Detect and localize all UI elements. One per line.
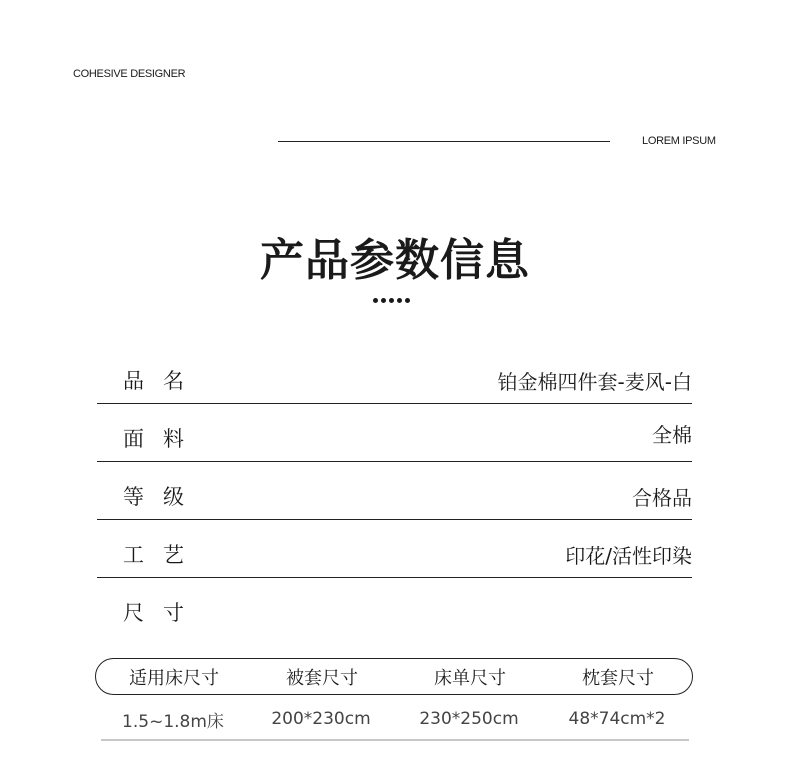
tagline: LOREM IPSUM [642, 135, 716, 147]
size-cell-duvet: 200*230cm [271, 709, 371, 729]
spec-value: 铂金棉四件套-麦风-白 [497, 370, 692, 394]
header-divider [278, 141, 610, 142]
spec-row-fabric [97, 403, 692, 462]
spec-label: 工艺 [123, 543, 203, 567]
spec-label: 等级 [123, 485, 203, 509]
spec-label: 尺寸 [123, 601, 203, 625]
spec-row-size [97, 577, 692, 635]
size-cell-sheet: 230*250cm [419, 709, 519, 729]
spec-label: 面料 [123, 427, 203, 451]
size-cell-bed: 1.5~1.8m床 [122, 711, 224, 732]
size-table-row [95, 703, 693, 735]
dot [381, 298, 386, 303]
size-header-pillowcase: 枕套尺寸 [582, 667, 654, 689]
title-dots [373, 298, 410, 303]
table-bottom-divider [101, 739, 689, 741]
page-title: 产品参数信息 [260, 235, 530, 286]
dot [389, 298, 394, 303]
spec-value: 全棉 [652, 423, 692, 447]
spec-row-grade [97, 461, 692, 520]
spec-value: 印花/活性印染 [565, 544, 692, 568]
dot [373, 298, 378, 303]
brand-name: COHESIVE DESIGNER [73, 68, 186, 80]
dot [405, 298, 410, 303]
spec-row-name [97, 345, 692, 404]
size-header-bed: 适用床尺寸 [129, 667, 219, 689]
size-header-duvet: 被套尺寸 [286, 667, 358, 689]
size-cell-pillowcase: 48*74cm*2 [568, 709, 666, 729]
spec-row-craft [97, 519, 692, 578]
dot [397, 298, 402, 303]
size-header-sheet: 床单尺寸 [434, 667, 506, 689]
spec-label: 品名 [123, 369, 203, 393]
spec-value: 合格品 [632, 486, 692, 510]
size-table-header [95, 658, 693, 695]
